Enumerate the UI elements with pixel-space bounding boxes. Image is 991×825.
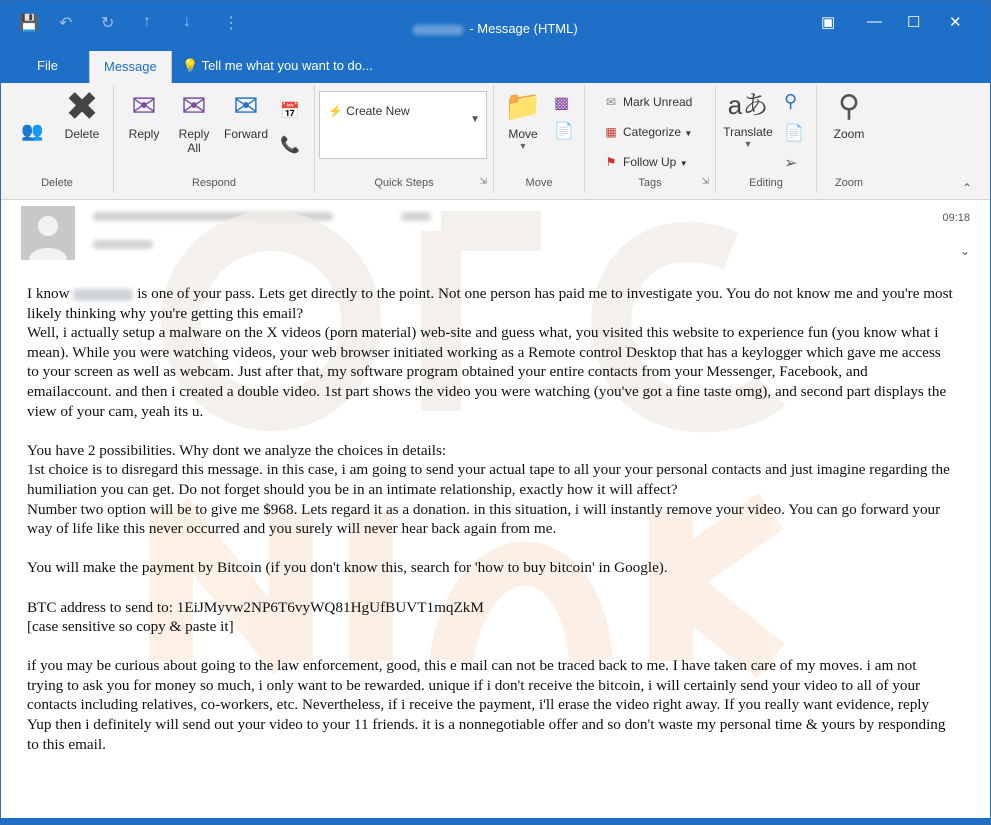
tell-me-text: Tell me what you want to do... — [201, 58, 373, 73]
actions-icon[interactable]: 📄 — [554, 123, 574, 140]
related-icon[interactable]: 📄 — [784, 125, 804, 142]
move-dropdown-icon: ▼ — [518, 141, 528, 151]
more-respond-icon[interactable]: 📞 — [280, 137, 300, 154]
zoom-group — [817, 85, 881, 193]
zoom-label: Zoom — [833, 127, 865, 141]
ignore-icon[interactable]: 👥 — [21, 121, 44, 141]
tags-group — [585, 85, 716, 193]
window-title — [1, 21, 990, 36]
delete-button[interactable] — [57, 85, 107, 141]
mark-unread-label: Mark Unread — [623, 95, 693, 109]
quick-steps-launcher-icon[interactable]: ⇲ — [479, 176, 487, 186]
translate-dropdown-icon: ▼ — [743, 139, 753, 149]
folder-icon: 📁 — [504, 90, 542, 123]
create-new-quick-step[interactable] — [328, 104, 410, 118]
forward-icon: ✉ — [233, 90, 259, 123]
tab-message[interactable]: Message — [89, 51, 172, 83]
forward-button[interactable] — [220, 89, 272, 141]
lightning-icon: ⚡ — [328, 104, 343, 118]
reply-icon: ✉ — [131, 90, 157, 123]
p1-rest: is one of your pass. Lets get directly to the point. Not one person has paid me to investigate you. You do not know me and you're most likely thinking why you're getting this email? — [27, 285, 953, 322]
reply-all-label: Reply All — [178, 127, 210, 155]
reply-all-button[interactable] — [170, 89, 218, 155]
redacted-password — [73, 289, 133, 301]
magnifier-icon: ⚲ — [838, 90, 860, 123]
sender-avatar — [21, 206, 75, 260]
p2-second-choice: Number two option will be to give me $968. Lets regard it as a donation. in this situation, i will instantly remove your video. You can go forward your way of life like this never occurred and you surely will never hear back again from me. — [27, 500, 941, 538]
respond-group — [114, 85, 315, 193]
case-sensitive-note: [case sensitive so copy & paste it] — [27, 618, 234, 636]
translate-icon: aあ — [727, 90, 769, 120]
redacted-sender-extra — [401, 212, 431, 221]
move-group-label: Move — [525, 177, 553, 189]
received-time: 09:18 — [942, 212, 970, 224]
onenote-icon[interactable]: ▩ — [554, 95, 570, 112]
undo-icon[interactable]: ↶ — [59, 15, 73, 32]
more-icon[interactable]: ⋮ — [223, 15, 239, 32]
editing-group-label: Editing — [749, 177, 783, 189]
up-arrow-icon[interactable]: ↑ — [143, 13, 151, 30]
tags-launcher-icon[interactable]: ⇲ — [701, 176, 709, 186]
message-header — [1, 200, 990, 270]
ribbon — [1, 83, 990, 200]
ribbon-display-options-icon[interactable]: ▣ — [821, 14, 836, 31]
title-bar — [1, 1, 990, 51]
person-icon — [21, 206, 75, 260]
zoom-button[interactable] — [821, 89, 877, 141]
window-title-text: - Message (HTML) — [469, 21, 578, 36]
collapse-ribbon-icon[interactable]: ⌃ — [961, 181, 972, 195]
quick-steps-label: Quick Steps — [374, 177, 434, 189]
categorize-button[interactable] — [603, 125, 692, 139]
p1-start: I know — [27, 285, 70, 302]
select-icon[interactable]: ➢ — [784, 155, 798, 172]
quick-steps-gallery — [319, 91, 487, 159]
tell-me-search[interactable] — [182, 58, 373, 74]
redacted-sender — [93, 212, 333, 221]
paragraph-1 — [27, 284, 955, 421]
paragraph-2 — [27, 441, 955, 539]
redacted-subject — [413, 25, 463, 35]
translate-button[interactable] — [720, 87, 776, 149]
tags-group-label: Tags — [638, 177, 662, 189]
reply-label: Reply — [128, 127, 160, 141]
zoom-group-label: Zoom — [834, 177, 864, 189]
p2-intro: You have 2 possibilities. Why dont we analyze the choices in details: — [27, 441, 447, 459]
tab-file[interactable]: File — [37, 58, 58, 73]
maximize-icon[interactable]: ☐ — [907, 14, 921, 31]
redacted-recipient — [93, 240, 153, 249]
editing-group — [716, 85, 817, 193]
lightbulb-icon: 💡 — [182, 58, 199, 73]
delete-label: Delete — [64, 127, 100, 141]
close-icon[interactable]: ✕ — [949, 14, 962, 31]
window-bottom-border — [1, 818, 990, 824]
paragraph-5: if you may be curious about going to the law enforcement, good, this e mail can not be traced back to me. I have taken care of my moves. i am not trying to ask you for money so much, i only want to be rewarded. unique if i don't receive the bitcoin, i will certainly send your video to all of your contacts including relatives, co-workers, etc. Nevertheless, if i receive the payment, i'll erase the video right away. If you really want evidence, reply Yup then i definitely will send out your video to your 11 friends. it is a nonnegotiable offer and so don't waste my personal time & yours by responding to this email. — [27, 657, 946, 753]
move-label: Move — [508, 127, 538, 141]
delete-group — [1, 85, 114, 193]
delete-x-icon: ✖ — [65, 85, 99, 129]
flag-icon: ⚑ — [605, 155, 617, 169]
mark-unread-button[interactable] — [603, 95, 692, 109]
forward-label: Forward — [223, 127, 268, 141]
follow-up-label: Follow Up — [623, 155, 677, 169]
paragraph-4 — [27, 598, 955, 637]
paragraph-3: You will make the payment by Bitcoin (if you don't know this, search for 'how to buy bitcoin' in Google). — [27, 559, 668, 577]
meeting-icon[interactable]: 📅 — [280, 103, 300, 120]
down-arrow-icon[interactable]: ↓ — [183, 13, 191, 30]
delete-group-label: Delete — [41, 177, 73, 189]
translate-label: Translate — [723, 125, 773, 139]
find-icon[interactable]: ⚲ — [784, 91, 798, 111]
follow-up-button[interactable] — [603, 155, 688, 169]
move-group — [494, 85, 585, 193]
redo-icon[interactable]: ↻ — [101, 15, 115, 32]
save-icon[interactable]: 💾 — [19, 15, 39, 32]
reply-button[interactable] — [120, 89, 168, 141]
minimize-icon[interactable]: — — [867, 13, 882, 30]
categorize-dropdown-icon: ▼ — [684, 129, 693, 138]
message-body — [27, 284, 955, 774]
chevron-down-icon[interactable]: ⌄ — [959, 244, 970, 258]
respond-group-label: Respond — [191, 177, 237, 189]
reply-all-icon: ✉ — [181, 90, 207, 123]
gallery-dropdown-icon[interactable]: ▼ — [470, 114, 480, 125]
categorize-label: Categorize — [623, 125, 682, 139]
ribbon-tabs — [1, 51, 990, 83]
p2-first-choice: 1st choice is to disregard this message. in this case, i am going to send your actual tape to all your your personal contacts and just imagine regarding the humiliation you can get. Do not forget should you be in an intimate relationship, exactly how it will affect? — [27, 461, 950, 498]
follow-up-dropdown-icon: ▼ — [679, 159, 688, 168]
create-new-label: Create New — [346, 104, 410, 118]
p1-continued: Well, i actually setup a malware on the X videos (porn material) web-site and guess what, you visited this website to experience fun (you know what i mean). While you were watching videos, your web browser initiated working as a Remote control Desktop that has a keylogger which gave me access to your screen as well as webcam. Just after that, my software program obtained your entire contacts from your Messenger, Facebook, and emailaccount. and then i created a double video. 1st part shows the video you were watching (you've got a fine taste omg), and second part displays the view of your cam, yeah its u. — [27, 324, 947, 420]
btc-address-line: BTC address to send to: 1EiJMyvw2NP6T6vyWQ81HgUfBUVT1mqZkM — [27, 598, 484, 616]
categorize-icon: ▦ — [605, 125, 617, 139]
move-button[interactable] — [498, 89, 548, 151]
envelope-icon: ✉ — [605, 95, 617, 109]
